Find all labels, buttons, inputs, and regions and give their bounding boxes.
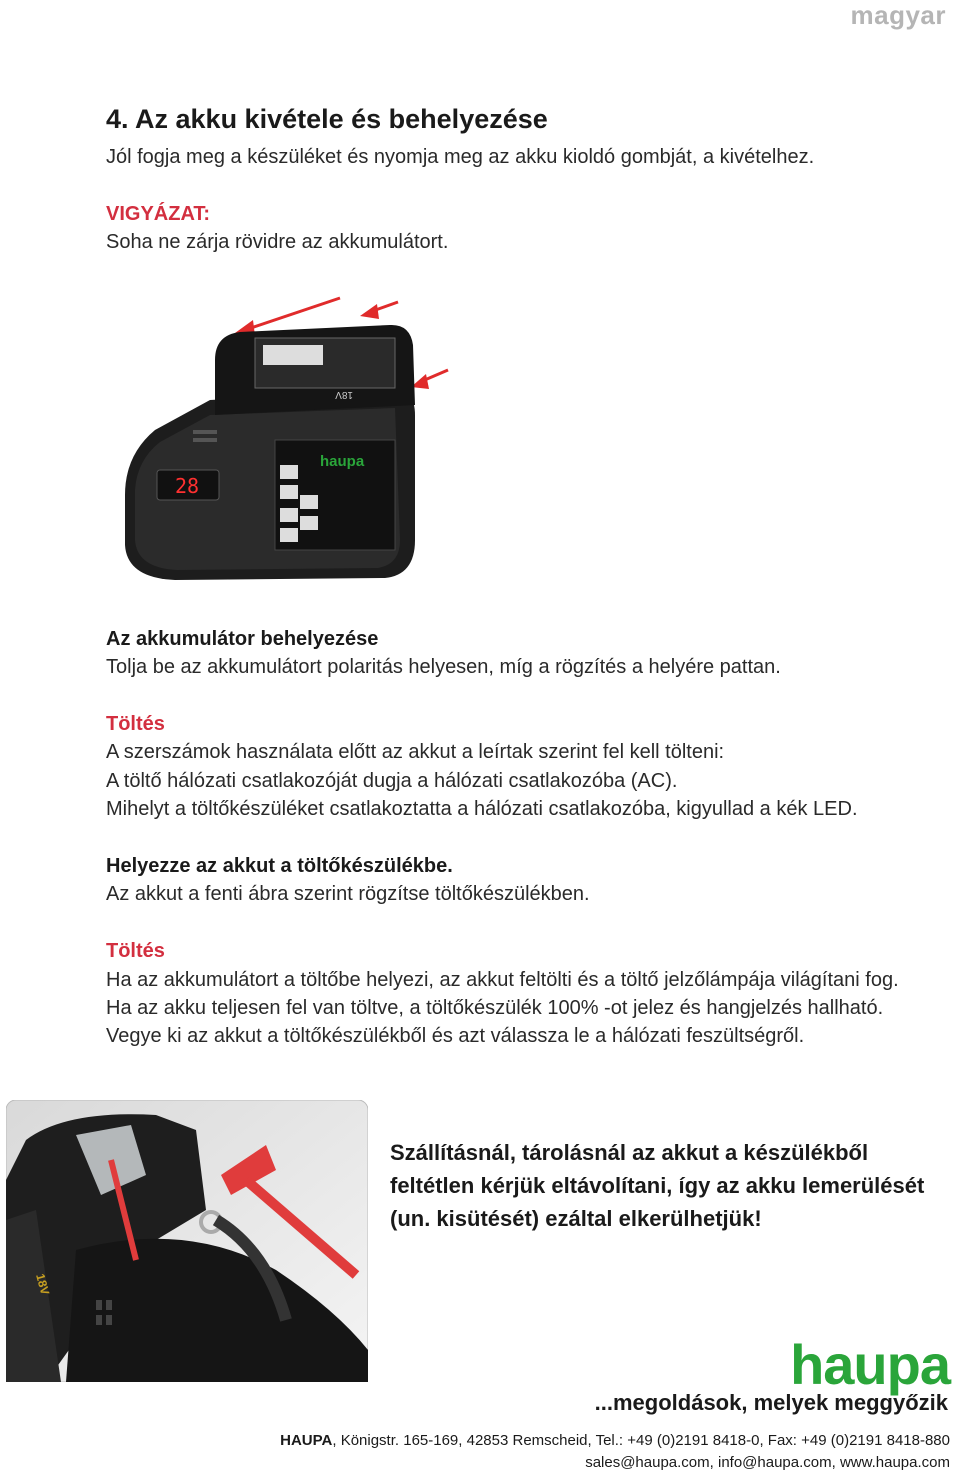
section-title: 4. Az akku kivétele és behelyezése bbox=[106, 104, 548, 134]
charging-line: Ha az akku teljesen fel van töltve, a töltőkészülék 100% -ot jelez és hangjelzés hallható. bbox=[106, 997, 884, 1019]
intro-text: Jól fogja meg a készüléket és nyomja meg az akku kioldó gombját, a kivételhez. bbox=[106, 146, 815, 168]
charging-line: A szerszámok használata előtt az akkut a leírtak szerint fel kell tölteni: bbox=[106, 741, 725, 763]
charger-display: 28 bbox=[175, 474, 200, 498]
tool-illustration bbox=[6, 1100, 368, 1382]
transport-warning: Szállításnál, tárolásnál az akkut a készülékből feltétlen kérjük eltávolítani, így az akku lemerülését (un. kisütését) ezáltal elkerülhetjük! bbox=[390, 1140, 925, 1231]
charging-line: Mihelyt a töltőkészüléket csatlakoztatta a hálózati csatlakozóba, kigyullad a kék LED. bbox=[106, 798, 858, 820]
insert-heading: Az akkumulátor behelyezése bbox=[106, 628, 379, 650]
place-heading: Helyezze az akkut a töltőkészülékbe. bbox=[106, 855, 453, 877]
footer-contact: sales@haupa.com, info@haupa.com, www.haupa.com bbox=[585, 1454, 950, 1471]
address-text: , Königstr. 165-169, 42853 Remscheid, Tel.: +49 (0)2191 8418-0, Fax: +49 (0)2191 8418-880 bbox=[332, 1432, 950, 1449]
charging-line: Vegye ki az akkut a töltőkészülékből és azt válassza le a hálózati feszültségről. bbox=[106, 1025, 805, 1047]
insert-arrow-icon bbox=[411, 370, 448, 389]
haupa-logo: haupa bbox=[790, 1333, 950, 1396]
charger-illustration bbox=[115, 290, 460, 585]
insert-arrow-icon bbox=[360, 302, 398, 319]
warning-label: VIGYÁZAT: bbox=[106, 203, 211, 225]
insert-text: Tolja be az akkumulátort polaritás helyesen, míg a rögzítés a helyére pattan. bbox=[106, 656, 781, 678]
footer-address bbox=[280, 1432, 950, 1449]
warning-text: Soha ne zárja rövidre az akkumulátort. bbox=[106, 231, 449, 253]
place-text: Az akkut a fenti ábra szerint rögzítse töltőkészülékben. bbox=[106, 883, 590, 905]
battery-label: 18V bbox=[335, 389, 353, 400]
charger-brand-label: haupa bbox=[320, 453, 365, 470]
charging-heading: Töltés bbox=[106, 940, 165, 962]
footer-slogan: ...megoldások, melyek meggyőzik bbox=[594, 1390, 948, 1415]
charging-line: A töltő hálózati csatlakozóját dugja a hálózati csatlakozóba (AC). bbox=[106, 770, 678, 792]
language-label: magyar bbox=[850, 0, 946, 30]
tool-battery-label: 18V bbox=[33, 1272, 53, 1297]
charging-line: Ha az akkumulátort a töltőbe helyezi, az akkut feltölti és a töltő jelzőlámpája világítani fog. bbox=[106, 969, 899, 991]
charging-heading: Töltés bbox=[106, 713, 165, 735]
company-name: HAUPA bbox=[280, 1432, 333, 1449]
